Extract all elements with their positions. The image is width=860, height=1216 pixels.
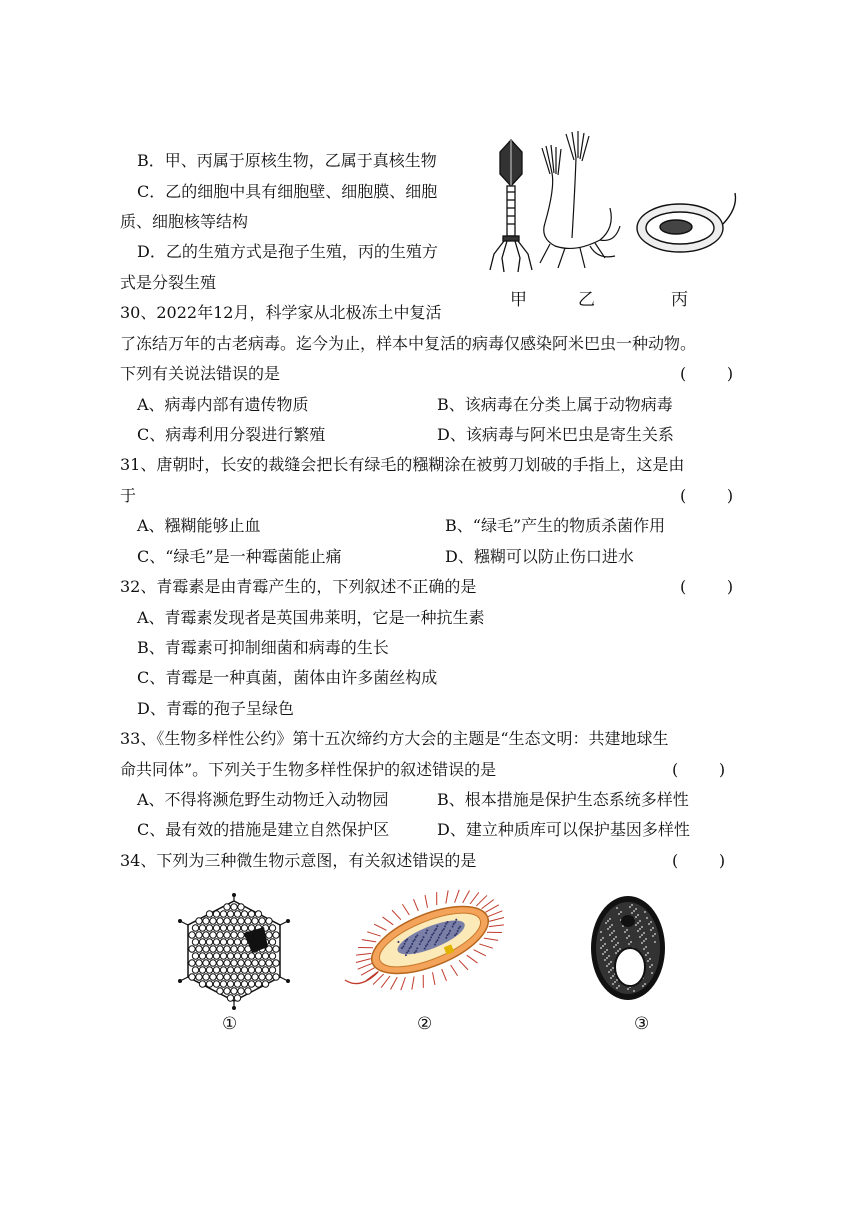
q33-stem-line2: 命共同体”。下列关于生物多样性保护的叙述错误的是 xyxy=(120,760,497,779)
bacterium-figure xyxy=(637,193,736,252)
q31-option-c: C、“绿毛”是一种霉菌能止痛 xyxy=(137,547,342,566)
q33-option-c: C、最有效的措施是建立自然保护区 xyxy=(137,820,390,839)
q32-option-b: B、青霉素可抑制细菌和病毒的生长 xyxy=(137,638,389,657)
q30-stem-line1: 30、2022年12月，科学家从北极冻土中复活 xyxy=(120,303,442,322)
q30-option-b: B、该病毒在分类上属于动物病毒 xyxy=(437,395,673,414)
q33-option-b: B、根本措施是保护生态系统多样性 xyxy=(437,790,689,809)
figure-label-2: ② xyxy=(417,1014,433,1034)
q31-option-b: B、“绿毛”产生的物质杀菌作用 xyxy=(445,516,666,535)
q30-option-a: A、病毒内部有遗传物质 xyxy=(137,395,309,414)
q29-option-b: B．甲、丙属于原核生物，乙属于真核生物 xyxy=(137,151,437,170)
q29-option-c-line1: C．乙的细胞中具有细胞壁、细胞膜、细胞 xyxy=(137,182,438,201)
mold-figure xyxy=(540,131,620,268)
q33-answer-paren: ( ) xyxy=(672,760,726,779)
q30-stem-line3: 下列有关说法错误的是 xyxy=(120,364,281,383)
q32-stem: 32、青霉素是由青霉产生的，下列叙述不正确的是 xyxy=(120,577,477,596)
q31-option-d: D、糨糊可以防止伤口进水 xyxy=(445,547,634,566)
figure-label-3: ③ xyxy=(634,1014,650,1034)
q34-stem: 34、下列为三种微生物示意图，有关叙述错误的是 xyxy=(120,851,477,870)
bacterium-colored-figure xyxy=(340,880,520,1000)
q30-stem-line2: 了冻结万年的古老病毒。迄今为止，样本中复活的病毒仅感染阿米巴虫一种动物。 xyxy=(120,334,697,353)
q29-option-c-line2: 质、细胞核等结构 xyxy=(120,212,249,231)
figure-label-bing: 丙 xyxy=(671,290,688,310)
figure-label-jia: 甲 xyxy=(510,290,527,310)
figure-label-1: ① xyxy=(222,1014,238,1034)
q30-answer-paren: ( ) xyxy=(680,364,734,383)
q31-option-a: A、糨糊能够止血 xyxy=(137,516,261,535)
q33-option-d: D、建立种质库可以保护基因多样性 xyxy=(437,820,690,839)
q30-option-c: C、病毒利用分裂进行繁殖 xyxy=(137,425,326,444)
virus-figure xyxy=(172,895,297,1010)
q31-stem-line1: 31、唐朝时，长安的裁缝会把长有绿毛的糨糊涂在被剪刀划破的手指上，这是由 xyxy=(120,455,685,474)
q32-option-c: C、青霉是一种真菌，菌体由许多菌丝构成 xyxy=(137,668,438,687)
q32-option-a: A、青霉素发现者是英国弗莱明，它是一种抗生素 xyxy=(137,608,485,627)
q32-answer-paren: ( ) xyxy=(680,577,734,596)
bacteriophage-figure xyxy=(490,140,532,272)
q31-stem-line2: 于 xyxy=(120,486,137,505)
q33-option-a: A、不得将濒危野生动物迁入动物园 xyxy=(137,790,389,809)
figure-label-yi: 乙 xyxy=(578,290,595,310)
q29-option-d-line2: 式是分裂生殖 xyxy=(120,273,217,292)
q32-option-d: D、青霉的孢子呈绿色 xyxy=(137,699,294,718)
q30-option-d: D、该病毒与阿米巴虫是寄生关系 xyxy=(437,425,674,444)
q34-answer-paren: ( ) xyxy=(672,851,726,870)
q29-figure xyxy=(480,128,750,288)
q31-answer-paren: ( ) xyxy=(680,486,734,505)
q29-option-d-line1: D．乙的生殖方式是孢子生殖，丙的生殖方 xyxy=(137,242,438,261)
q33-stem-line1: 33、《生物多样性公约》第十五次缔约方大会的主题是“生态文明：共建地球生 xyxy=(120,729,669,748)
yeast-figure xyxy=(588,893,668,1003)
